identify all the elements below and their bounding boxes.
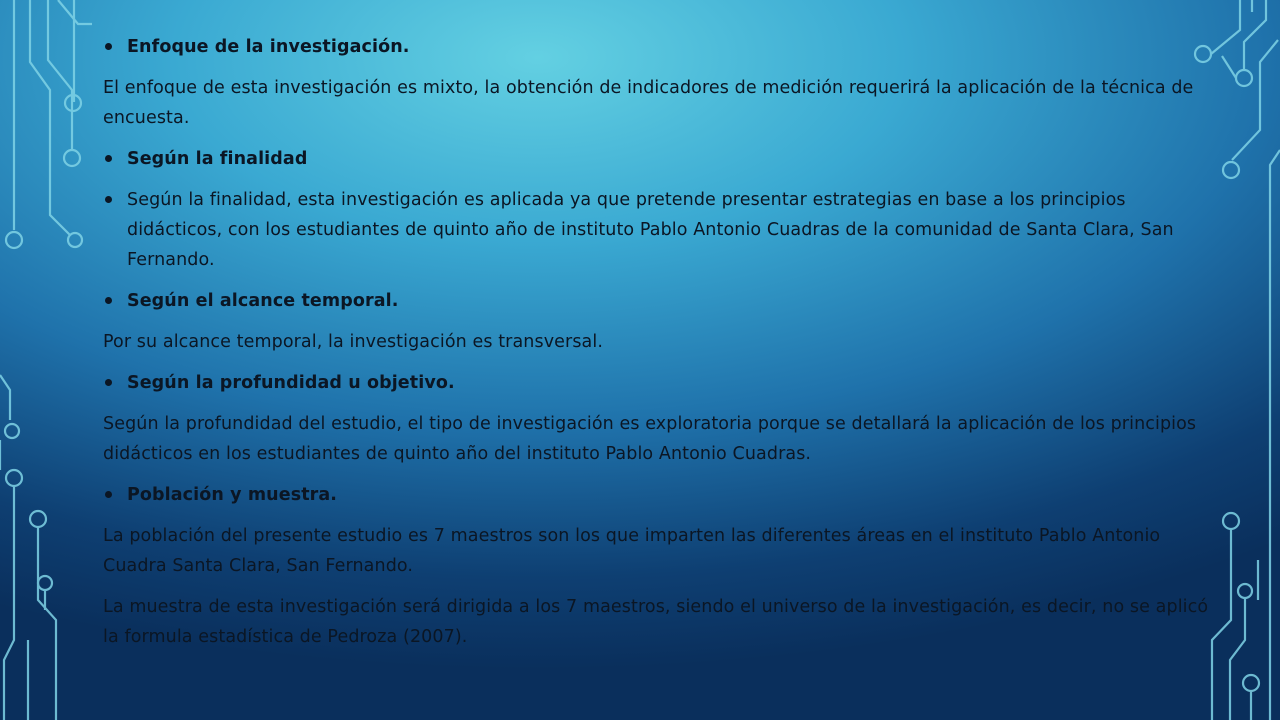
paragraph-enfoque: El enfoque de esta investigación es mixto, la obtención de indicadores de medición requerirá la aplicación de la técnica de encuesta. xyxy=(103,78,1194,128)
paragraph-muestra: La muestra de esta investigación será dirigida a los 7 maestros, siendo el universo de la investigación, es decir, no se aplicó la formula estadística de Pedroza (2007). xyxy=(103,597,1209,647)
paragraph-poblacion: La población del presente estudio es 7 maestros son los que imparten las diferentes áreas en el instituto Pablo Antonio Cuadra Santa Clara, San Fernando. xyxy=(103,526,1161,576)
section-heading-finalidad: Según la finalidad xyxy=(103,144,1218,174)
section-heading-enfoque: Enfoque de la investigación. xyxy=(103,32,1218,62)
bullet-finalidad: Según la finalidad, esta investigación es aplicada ya que pretende presentar estrategias en base a los principios didácticos, con los estudiantes de quinto año de instituto Pablo Antonio Cuadras de la comunidad de Santa Clara, San Fernando. xyxy=(103,185,1218,275)
section-heading-profundidad: Según la profundidad u objetivo. xyxy=(103,368,1218,398)
section-heading-poblacion: Población y muestra. xyxy=(103,480,1218,510)
section-heading-alcance-temporal: Según el alcance temporal. xyxy=(103,286,1218,316)
slide-body xyxy=(103,32,1218,663)
paragraph-profundidad: Según la profundidad del estudio, el tipo de investigación es exploratoria porque se detallará la aplicación de los principios didácticos en los estudiantes de quinto año del instituto Pablo Antonio Cuadras. xyxy=(103,414,1197,464)
paragraph-alcance-temporal: Por su alcance temporal, la investigación es transversal. xyxy=(103,332,603,352)
